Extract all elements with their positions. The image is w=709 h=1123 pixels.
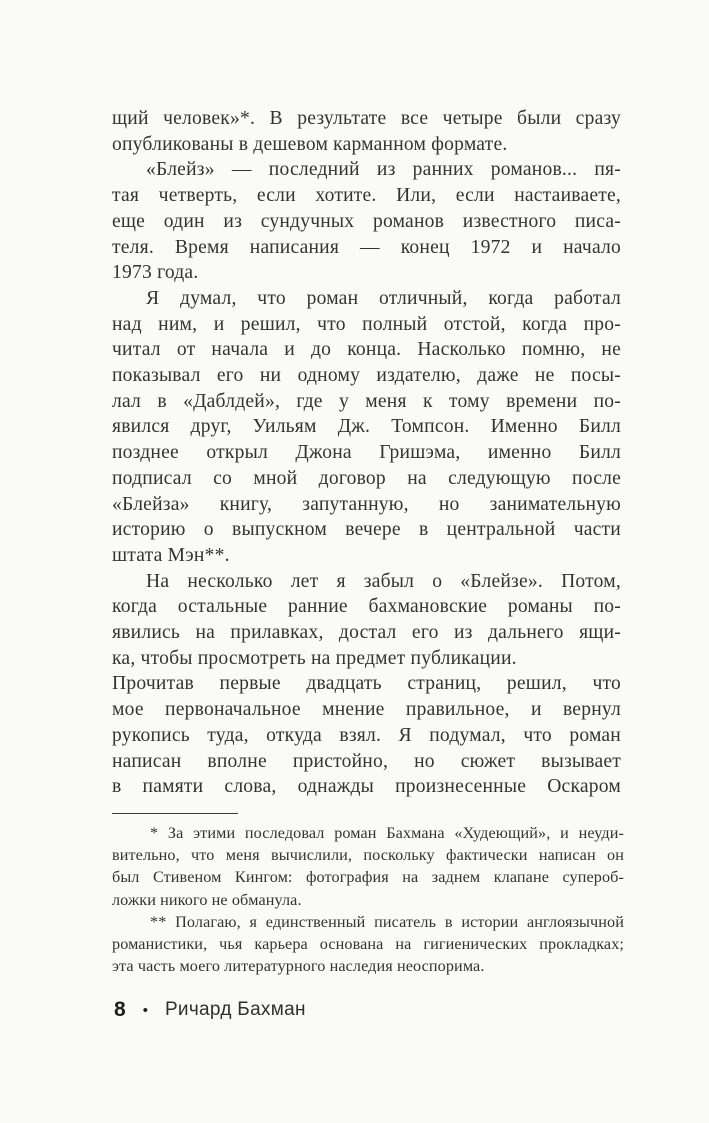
- text-line: тая четверть, если хотите. Или, если настаиваете,: [112, 185, 621, 207]
- text-line: «Блейз» — последний из ранних романов... пя-: [146, 159, 621, 181]
- text-line: ка, чтобы просмотреть на предмет публикации.: [112, 647, 517, 669]
- text-line: написан вполне пристойно, но сюжет вызывает: [112, 750, 621, 772]
- text-line: рукопись туда, откуда взял. Я подумал, что роман: [112, 724, 621, 746]
- text-line: лал в «Даблдей», где у меня к тому времени по-: [112, 390, 621, 412]
- footnote-separator: [112, 813, 238, 814]
- text-line: в памяти слова, однажды произнесенные Оскаром: [112, 776, 621, 798]
- text-line: показывал его ни одному издателю, даже не посы-: [112, 365, 621, 387]
- text-line: подписал со мной договор на следующую после: [112, 467, 621, 489]
- text-line: щий человек»*. В результате все четыре были сразу: [112, 108, 621, 129]
- footnote-line: * За этими последовал роман Бахмана «Худеющий», и неуди-: [150, 824, 624, 842]
- text-line: позднее открыл Джона Гришэма, именно Билл: [112, 442, 621, 464]
- text-line: теля. Время написания — конец 1972 и начало: [112, 236, 621, 258]
- page-number: 8: [114, 998, 126, 1021]
- text-line: явился друг, Уильям Дж. Томпсон. Именно Билл: [112, 416, 621, 438]
- page-footer: [114, 998, 306, 1022]
- text-line: 1973 года.: [112, 262, 199, 284]
- text-line: еще один из сундучных романов известного писа-: [112, 210, 621, 232]
- text-line: Я думал, что роман отличный, когда работал: [146, 287, 621, 309]
- text-line: читал от начала и до конца. Насколько помню, не: [112, 339, 621, 361]
- text-line: На несколько лет я забыл о «Блейзе». Потом,: [146, 570, 621, 592]
- text-line: Прочитав первые двадцать страниц, решил, что: [112, 673, 621, 695]
- running-title: Ричард Бахман: [164, 999, 306, 1020]
- footnote-line: ** Полагаю, я единственный писатель в истории англоязычной: [150, 912, 624, 931]
- text-line: когда остальные ранние бахмановские романы по-: [112, 596, 621, 618]
- bullet-icon: •: [142, 1001, 148, 1019]
- text-line: мое первоначальное мнение правильное, и вернул: [112, 699, 621, 721]
- text-line: над ним, и решил, что полный отстой, когда про-: [112, 313, 621, 335]
- footnotes: [112, 822, 624, 977]
- footnote-line: вительно, что меня вычислили, поскольку фактически написан он: [112, 846, 624, 865]
- text-line: опубликованы в дешевом карманном формате.: [112, 133, 508, 155]
- text-line: историю о выпускном вечере в центральной части: [112, 519, 621, 541]
- body-text: [112, 106, 621, 800]
- footnote-line: эта часть моего литературного наследия неоспорима.: [112, 957, 485, 976]
- footnote-line: был Стивеном Кингом: фотография на заднем клапане супероб-: [112, 868, 624, 887]
- text-line: явились на прилавках, достал его из дальнего ящи-: [112, 622, 621, 644]
- text-line: штата Мэн**.: [112, 544, 230, 566]
- text-line: «Блейза» книгу, запутанную, но занимательную: [112, 493, 621, 515]
- footnote-line: ложки никого не обманула.: [112, 890, 302, 909]
- footnote-line: романистики, чья карьера основана на гигиенических прокладках;: [112, 935, 624, 954]
